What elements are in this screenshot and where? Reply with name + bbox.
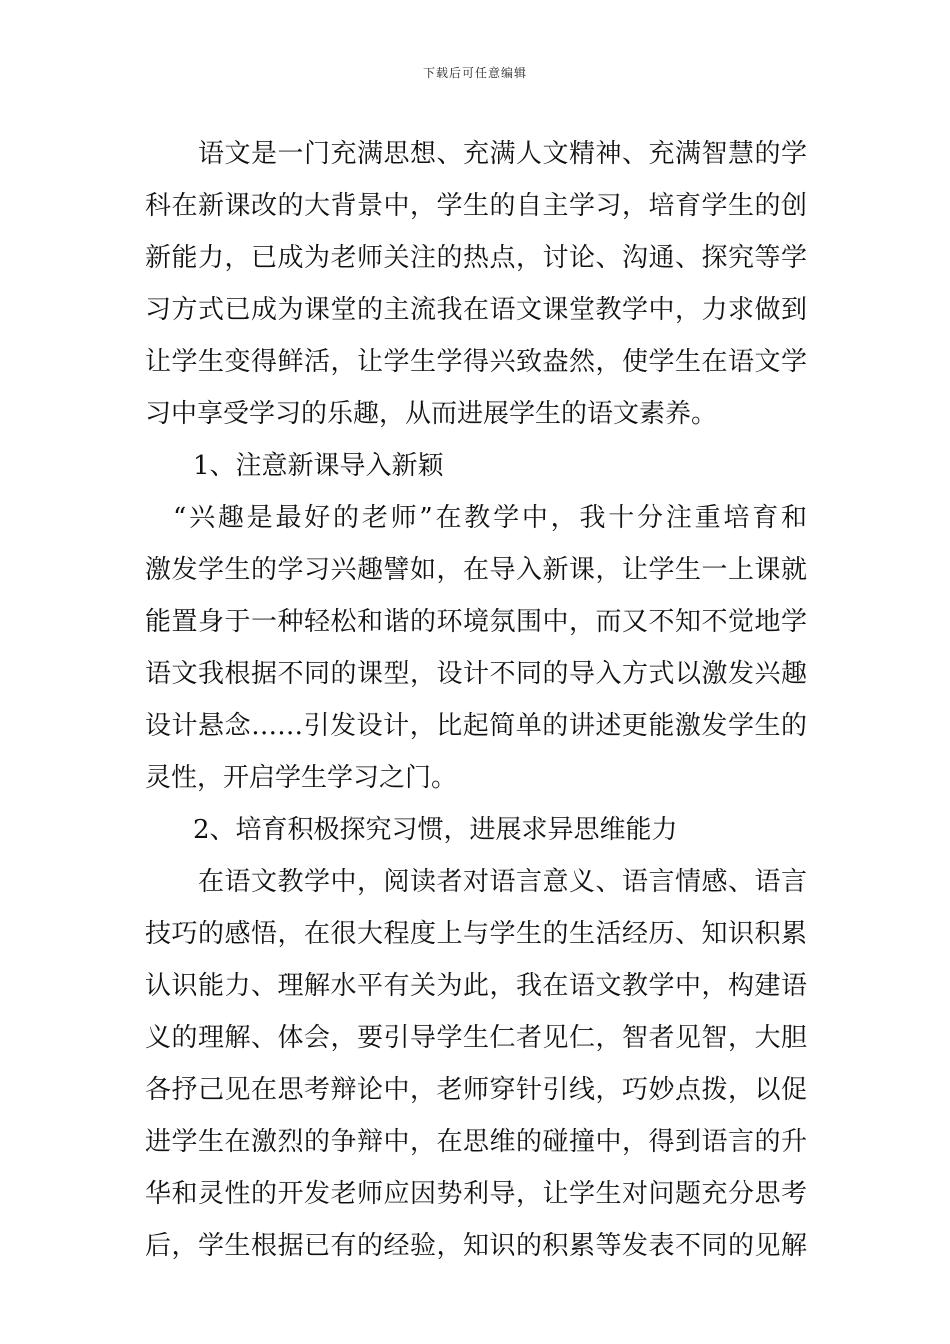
paragraph-2-line-6: 灵性，开启学生学习之门。 (145, 763, 458, 793)
paragraph-1-line-6: 习中享受学习的乐趣，从而进展学生的语文素养。 (145, 399, 718, 429)
document-body (145, 128, 807, 1272)
paragraph-3-line-2: 技巧的感悟，在很大程度上与学生的生活经历、知识积累 (145, 919, 807, 949)
section-heading-2: 2、培育积极探究习惯，进展求异思维能力 (193, 815, 678, 845)
paragraph-1-line-5: 让学生变得鲜活，让学生学得兴致盎然，使学生在语文学 (145, 347, 807, 377)
paragraph-1-line-4: 习方式已成为课堂的主流我在语文课堂教学中，力求做到 (145, 295, 807, 325)
paragraph-2-line-4: 语文我根据不同的课型，设计不同的导入方式以激发兴趣 (145, 659, 807, 689)
paragraph-3-line-8: 后，学生根据已有的经验，知识的积累等发表不同的见解 (145, 1231, 807, 1261)
paragraph-2-line-3: 能置身于一种轻松和谐的环境氛围中，而又不知不觉地学 (145, 607, 807, 637)
page-header-note: 下载后可任意编辑 (422, 66, 527, 80)
paragraph-1-line-1: 语文是一门充满思想、充满人文精神、充满智慧的学 (198, 139, 807, 169)
paragraph-2-line-1: “兴趣是最好的老师”在教学中，我十分注重培育和 (173, 503, 807, 533)
section-heading-1: 1、注意新课导入新颖 (193, 451, 444, 481)
paragraph-2-line-5: 设计悬念……引发设计，比起简单的讲述更能激发学生的 (145, 711, 807, 741)
paragraph-3-line-5: 各抒己见在思考辩论中，老师穿针引线，巧妙点拨，以促 (145, 1075, 807, 1105)
paragraph-2-line-2: 激发学生的学习兴趣譬如，在导入新课，让学生一上课就 (145, 555, 807, 585)
paragraph-3-line-4: 义的理解、体会，要引导学生仁者见仁，智者见智，大胆 (145, 1023, 807, 1053)
paragraph-1-line-3: 新能力，已成为老师关注的热点，讨论、沟通、探究等学 (145, 243, 807, 273)
paragraph-3-line-3: 认识能力、理解水平有关为此，我在语文教学中，构建语 (145, 971, 807, 1001)
paragraph-3-line-6: 进学生在激烈的争辩中，在思维的碰撞中，得到语言的升 (145, 1127, 807, 1157)
paragraph-3-line-7: 华和灵性的开发老师应因势利导，让学生对问题充分思考 (145, 1179, 807, 1209)
paragraph-1-line-2: 科在新课改的大背景中，学生的自主学习，培育学生的创 (145, 191, 807, 221)
paragraph-3-line-1: 在语文教学中，阅读者对语言意义、语言情感、语言 (198, 867, 807, 897)
